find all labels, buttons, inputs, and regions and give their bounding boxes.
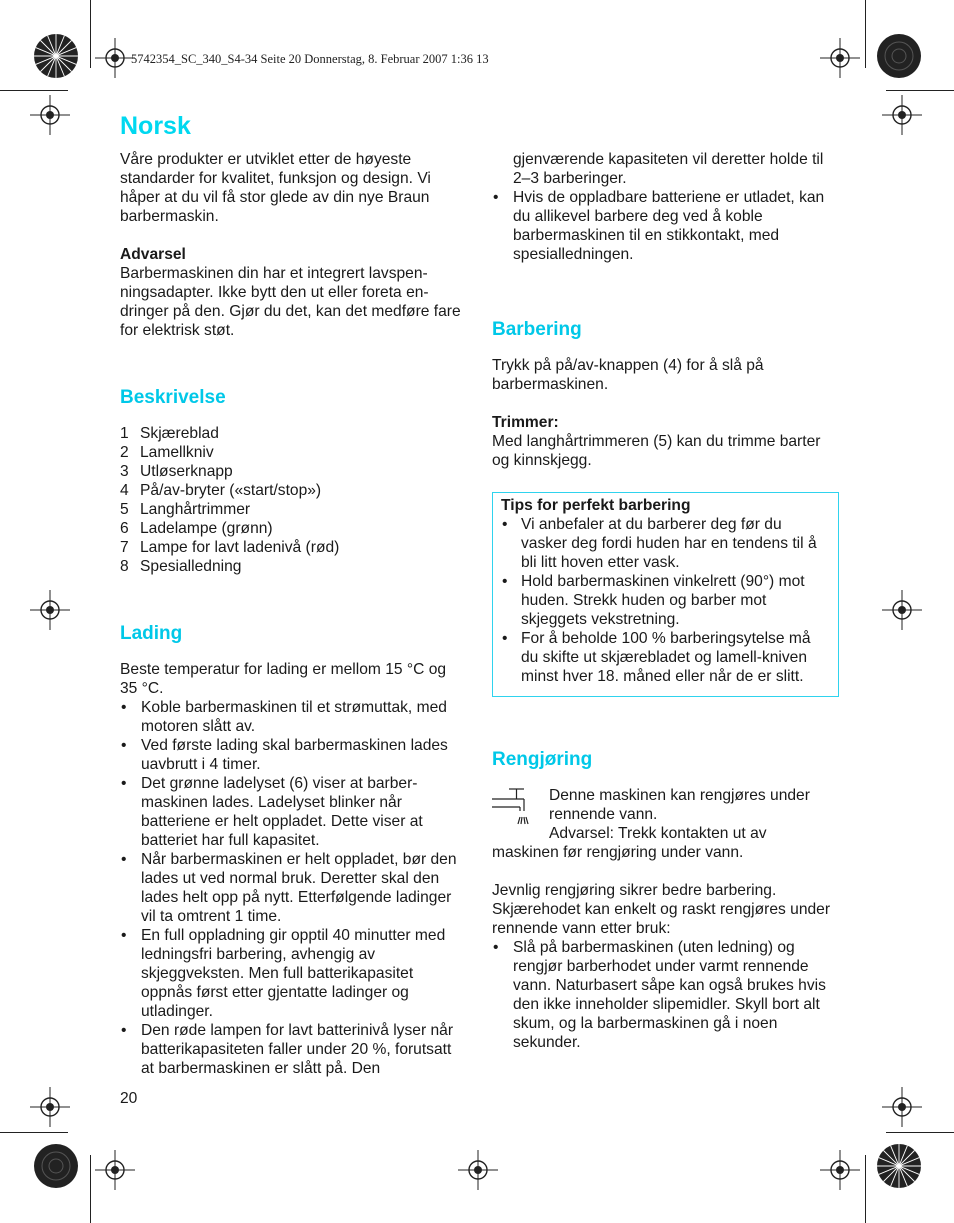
- crop-line: [90, 0, 91, 68]
- section-heading-cleaning: Rengjøring: [492, 749, 593, 770]
- list-item: • Hvis de oppladbare batteriene er utladet, kan du allikevel barbere deg ved å koble barbermaskinen til en stikkontakt, med spesialledningen.: [492, 188, 837, 264]
- parts-list: [120, 424, 465, 576]
- water-warning: Advarsel: Trekk kontakten ut av: [549, 825, 767, 842]
- charging-intro: Beste temperatur for lading er mellom 15 °C og 35 °C.: [120, 661, 447, 697]
- list-item: [120, 462, 465, 481]
- crop-line: [0, 1132, 68, 1133]
- list-item: [120, 519, 465, 538]
- part-number: 2: [120, 444, 129, 461]
- part-number: 4: [120, 482, 129, 499]
- part-number: 5: [120, 501, 129, 518]
- list-item: • Når barbermaskinen er helt oppladet, bør den lades ut ved normal bruk. Deretter skal den lades helt opp på nytt. Etterfølgende ladinger vil ta omtrent 1 time.: [120, 850, 465, 926]
- part-number: 7: [120, 539, 129, 556]
- registration-crosshair-icon: [30, 590, 70, 630]
- charging-list: [120, 698, 465, 1078]
- part-name: Spesialledning: [140, 558, 242, 575]
- water-warning-cont: maskinen før rengjøring under vann.: [492, 844, 744, 861]
- list-item: [120, 557, 465, 576]
- list-item: [120, 538, 465, 557]
- crop-line: [0, 90, 68, 91]
- registration-crosshair-icon: [882, 95, 922, 135]
- registration-target-icon: [33, 1143, 79, 1189]
- section-heading-charging: Lading: [120, 623, 183, 644]
- water-tap-icon: [492, 786, 549, 838]
- trimmer-label: Trimmer:: [492, 414, 559, 431]
- registration-crosshair-icon: [95, 1150, 135, 1190]
- page-number: 20: [120, 1090, 138, 1107]
- list-item: • Slå på barbermaskinen (uten ledning) og rengjør barberhodet under varmt rennende vann. Naturbasert såpe kan også brukes hvis den ikke inneholder slipemidler. Skyll bort alt skum, og la barbermaskinen gå i noen sekunder.: [492, 938, 837, 1052]
- registration-crosshair-icon: [882, 590, 922, 630]
- list-item: • Det grønne ladelyset (6) viser at barber-maskinen lades. Ladelyset blinker når batteriene er helt oppladet. Dette viser at batteriet har full kapasitet.: [120, 774, 465, 850]
- crop-line: [90, 1155, 91, 1223]
- registration-crosshair-icon: [820, 38, 860, 78]
- list-item: [120, 481, 465, 500]
- part-name: Skjæreblad: [140, 425, 219, 442]
- registration-crosshair-icon: [820, 1150, 860, 1190]
- section-heading-description: Beskrivelse: [120, 387, 226, 408]
- charging-continuation: gjenværende kapasiteten vil deretter holde til 2–3 barberinger.: [513, 151, 824, 187]
- registration-crosshair-icon: [882, 1087, 922, 1127]
- part-name: Langhårtrimmer: [140, 501, 251, 518]
- part-number: 3: [120, 463, 129, 480]
- list-item: [120, 443, 465, 462]
- crop-line: [865, 0, 866, 68]
- registration-target-icon: [33, 33, 79, 79]
- tips-box: [492, 492, 839, 697]
- tips-list: [501, 515, 830, 686]
- list-item: • Ved første lading skal barbermaskinen lades uavbrutt i 4 timer.: [120, 736, 465, 774]
- list-item: • En full oppladning gir opptil 40 minutter med ledningsfri barbering, avhengig av skjeggveksten. Men full batterikapasitet oppnås først etter gjentatte ladinger og utladinger.: [120, 926, 465, 1021]
- print-header: 5742354_SC_340_S4-34 Seite 20 Donnerstag, 8. Februar 2007 1:36 13: [131, 52, 489, 66]
- part-number: 8: [120, 558, 129, 575]
- right-column: [492, 150, 837, 1052]
- list-item: • For å beholde 100 % barberingsytelse må du skifte ut skjærebladet og lamell-kniven minst hver 18. måned eller når de er slitt.: [501, 629, 830, 686]
- registration-crosshair-icon: [458, 1150, 498, 1190]
- crop-line: [886, 1132, 954, 1133]
- warning-text: Barbermaskinen din har et integrert lavspen-ningsadapter. Ikke bytt den ut eller foreta en-dringer på den. Gjør du det, kan det medføre fare for elektrisk støt.: [120, 265, 461, 339]
- registration-crosshair-icon: [95, 38, 135, 78]
- part-name: På/av-bryter («start/stop»): [140, 482, 322, 499]
- crop-line: [886, 90, 954, 91]
- warning-label: Advarsel: [120, 246, 186, 263]
- cleaning-list: [492, 938, 837, 1052]
- left-column: [120, 150, 465, 1078]
- part-number: 6: [120, 520, 129, 537]
- page-title: Norsk: [120, 112, 191, 140]
- list-item: [120, 500, 465, 519]
- list-item: • Hold barbermaskinen vinkelrett (90°) mot huden. Strekk huden og barber mot skjeggets vekstretning.: [501, 572, 830, 629]
- list-item: [120, 424, 465, 443]
- intro-paragraph: Våre produkter er utviklet etter de høyeste standarder for kvalitet, funksjon og design. Vi håper at du vil få stor glede av din nye Braun barbermaskin.: [120, 151, 431, 225]
- list-item: • Den røde lampen for lavt batterinivå lyser når batterikapasiteten faller under 20 %, forutsatt at barbermaskinen er slått på. Den: [120, 1021, 465, 1078]
- registration-target-icon: [876, 1143, 922, 1189]
- cleaning-text: Jevnlig rengjøring sikrer bedre barbering. Skjærehodet kan enkelt og raskt rengjøres under rennende vann etter bruk:: [492, 882, 831, 937]
- list-item: • Vi anbefaler at du barberer deg før du vasker deg fordi huden har en tendens til å bli litt hoven etter vask.: [501, 515, 830, 572]
- list-item: • Koble barbermaskinen til et strømuttak, med motoren slått av.: [120, 698, 465, 736]
- water-notice-text: Denne maskinen kan rengjøres under rennende vann.: [549, 787, 810, 823]
- part-number: 1: [120, 425, 129, 442]
- part-name: Utløserknapp: [140, 463, 233, 480]
- charging-list-continued: [492, 188, 837, 264]
- part-name: Ladelampe (grønn): [140, 520, 273, 537]
- registration-crosshair-icon: [30, 95, 70, 135]
- tips-title: Tips for perfekt barbering: [501, 497, 691, 514]
- shaving-text: Trykk på på/av-knappen (4) for å slå på barbermaskinen.: [492, 357, 764, 393]
- part-name: Lamellkniv: [140, 444, 214, 461]
- crop-line: [865, 1155, 866, 1223]
- part-name: Lampe for lavt ladenivå (rød): [140, 539, 340, 556]
- trimmer-text: Med langhårtrimmeren (5) kan du trimme barter og kinnskjegg.: [492, 433, 821, 469]
- registration-target-icon: [876, 33, 922, 79]
- section-heading-shaving: Barbering: [492, 319, 582, 340]
- registration-crosshair-icon: [30, 1087, 70, 1127]
